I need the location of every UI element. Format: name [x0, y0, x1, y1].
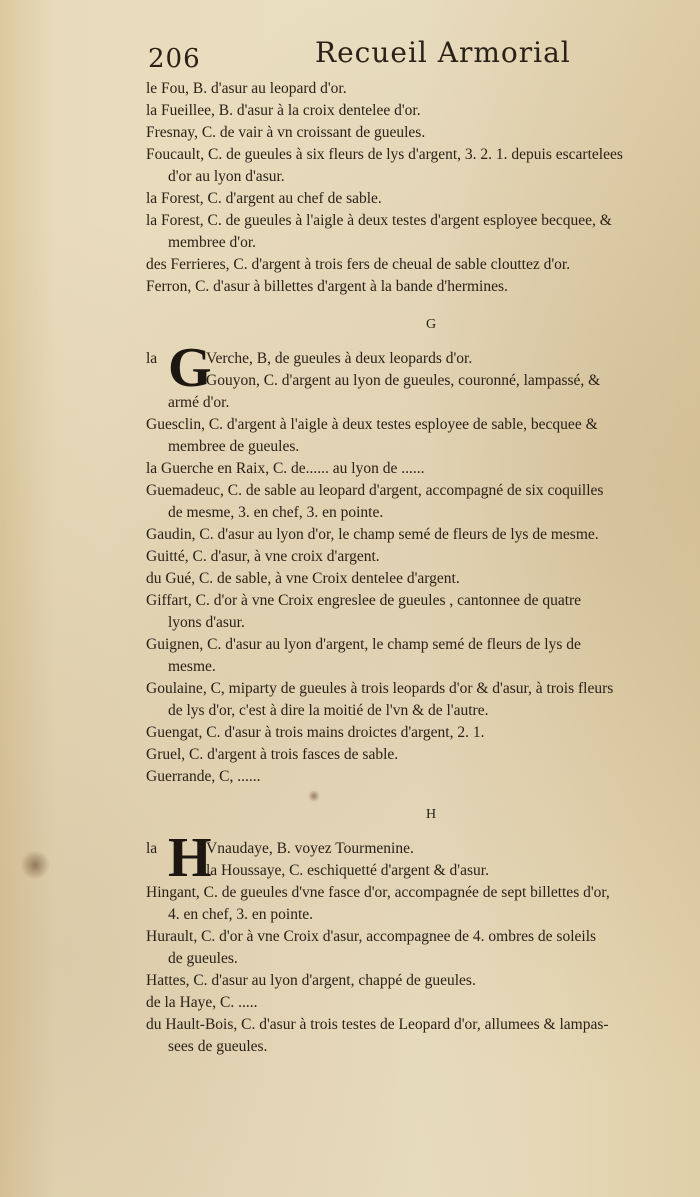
entry-continuation: armé d'or.	[168, 394, 230, 411]
entry-continuation: membree d'or.	[168, 234, 257, 251]
entry-line: Guemadeuc, C. de sable au leopard d'argent, accompagné de six coquilles	[146, 482, 604, 499]
entry-line: de la Haye, C. .....	[146, 994, 258, 1011]
entry-line: Ferron, C. d'asur à billettes d'argent à la bande d'hermines.	[146, 278, 508, 295]
entry-line: la Forest, C. d'argent au chef de sable.	[146, 190, 382, 207]
entry-continuation: de mesme, 3. en chef, 3. en pointe.	[168, 504, 384, 521]
entry-line: la Fueillee, B. d'asur à la croix dentelee d'or.	[146, 102, 421, 119]
entry-line: Vnaudaye, B. voyez Tourmenine.	[206, 840, 414, 857]
page-number: 206	[148, 44, 201, 74]
entry-line: Guesclin, C. d'argent à l'aigle à deux testes esployee de sable, becquee &	[146, 416, 598, 433]
entry-line: Guengat, C. d'asur à trois mains droictes d'argent, 2. 1.	[146, 724, 485, 741]
entry-line: Fresnay, C. de vair à vn croissant de gueules.	[146, 124, 426, 141]
entry-line: Hattes, C. d'asur au lyon d'argent, chappé de gueules.	[146, 972, 476, 989]
entry-continuation: 4. en chef, 3. en pointe.	[168, 906, 314, 923]
entry-line: Goulaine, C, miparty de gueules à trois leopards d'or & d'asur, à trois fleurs	[146, 680, 614, 697]
section-heading-g: G	[425, 317, 437, 332]
drop-cap-g: G	[168, 337, 212, 399]
entry-line: des Ferrieres, C. d'argent à trois fers de cheual de sable clouttez d'or.	[146, 256, 571, 273]
entry-line: Gruel, C. d'argent à trois fasces de sable.	[146, 746, 399, 763]
entry-continuation: membree de gueules.	[168, 438, 300, 455]
entry-continuation: d'or au lyon d'asur.	[168, 168, 285, 185]
entry-line: Hurault, C. d'or à vne Croix d'asur, accompagnee de 4. ombres de soleils	[146, 928, 597, 945]
entry-line: Hingant, C. de gueules d'vne fasce d'or, accompagnée de sept billettes d'or,	[146, 884, 610, 901]
entry-line: la Guerche en Raix, C. de...... au lyon de ......	[146, 460, 425, 477]
entry-line: la Forest, C. de gueules à l'aigle à deux testes d'argent esployee becquee, &	[146, 212, 612, 229]
entry-line: Guignen, C. d'asur au lyon d'argent, le champ semé de fleurs de lys de	[146, 636, 581, 653]
armorial-text	[146, 78, 686, 1058]
entry-line: du Hault-Bois, C. d'asur à trois testes de Leopard d'or, allumees & lampas-	[146, 1016, 609, 1033]
entry-line: Gouyon, C. d'argent au lyon de gueules, couronné, lampassé, &	[206, 372, 601, 389]
entry-line: Giffart, C. d'or à vne Croix engreslee de gueules , cantonnee de quatre	[146, 592, 582, 609]
drop-prefix: la	[146, 350, 158, 367]
entry-continuation: lyons d'asur.	[168, 614, 245, 631]
entry-line: du Gué, C. de sable, à vne Croix dentelee d'argent.	[146, 570, 460, 587]
entry-continuation: mesme.	[168, 658, 216, 675]
drop-prefix: la	[146, 840, 158, 857]
entry-line: le Fou, B. d'asur au leopard d'or.	[146, 80, 347, 97]
entry-line: Guitté, C. d'asur, à vne croix d'argent.	[146, 548, 380, 565]
running-head: Recueil Armorial	[315, 36, 571, 69]
drop-cap-h: H	[168, 827, 212, 889]
entry-continuation: sees de gueules.	[168, 1038, 268, 1055]
entry-line: la Houssaye, C. eschiquetté d'argent & d'asur.	[206, 862, 489, 879]
entry-line: Verche, B, de gueules à deux leopards d'or.	[206, 350, 473, 367]
entry-continuation: de lys d'or, c'est à dire la moitié de l'vn & de l'autre.	[168, 702, 489, 719]
entry-line: Guerrande, C, ......	[146, 768, 261, 785]
ink-stain	[20, 850, 50, 880]
entry-line: Foucault, C. de gueules à six fleurs de lys d'argent, 3. 2. 1. depuis escartelees	[146, 146, 623, 163]
entry-continuation: de gueules.	[168, 950, 238, 967]
entry-line: Gaudin, C. d'asur au lyon d'or, le champ semé de fleurs de lys de mesme.	[146, 526, 599, 543]
section-heading-h: H	[425, 807, 437, 822]
